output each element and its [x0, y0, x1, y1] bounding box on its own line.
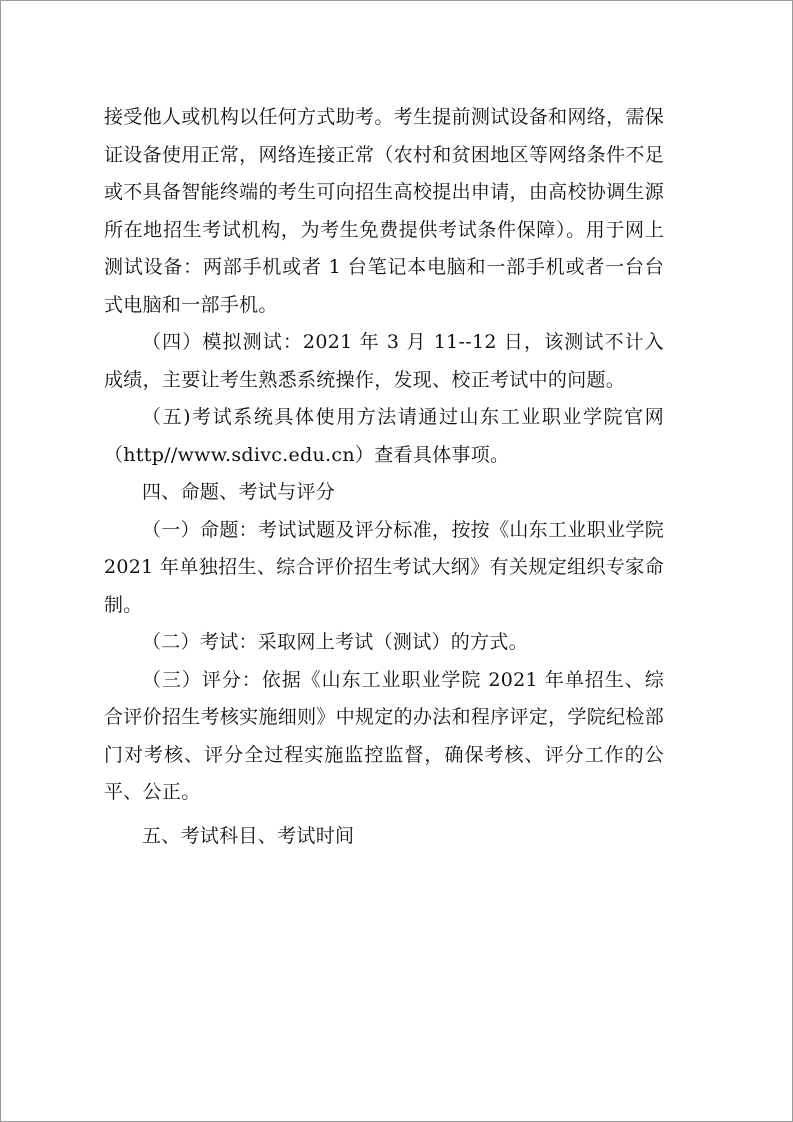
section-heading-subjects-time: 五、考试科目、考试时间 — [142, 824, 355, 847]
document-body — [104, 99, 664, 855]
paragraph-exam-device-requirements: 接受他人或机构以任何方式助考。考生提前测试设备和网络，需保证设备使用正常，网络连接正常（农村和贫困地区等网络条件不足或不具备智能终端的考生可向招生高校提出申请，由高校协调生源所在地招生考试机构，为考生免费提供考试条件保障）。用于网上测试设备：两部手机或者 1 台笔记本电脑和一部手机或者一台台式电脑和一部手机。 — [104, 106, 664, 316]
section-heading-proposition-exam-scoring: 四、命题、考试与评分 — [142, 481, 336, 503]
paragraph-scoring: （三）评分：依据《山东工业职业学院 2021 年单招生、综合评价招生考核实施细则》中规定的办法和程序评定，学院纪检部门对考核、评分全过程实施监控监督，确保考核、评分工作的公平、公正。 — [104, 668, 664, 803]
paragraph-exam-method: （二）考试：采取网上考试（测试）的方式。 — [142, 631, 529, 653]
paragraph-proposition: （一）命题：考试试题及评分标准，按按《山东工业职业学院 2021 年单独招生、综合评价招生考试大纲》有关规定组织专家命制。 — [104, 518, 664, 616]
paragraph-mock-test: （四）模拟测试：2021 年 3 月 11--12 日，该测试不计入成绩，主要让考生熟悉系统操作，发现、校正考试中的问题。 — [104, 331, 664, 391]
paragraph-exam-system-usage: （五)考试系统具体使用方法请通过山东工业职业学院官网（http//www.sdivc.edu.cn）查看具体事项。 — [104, 406, 664, 466]
